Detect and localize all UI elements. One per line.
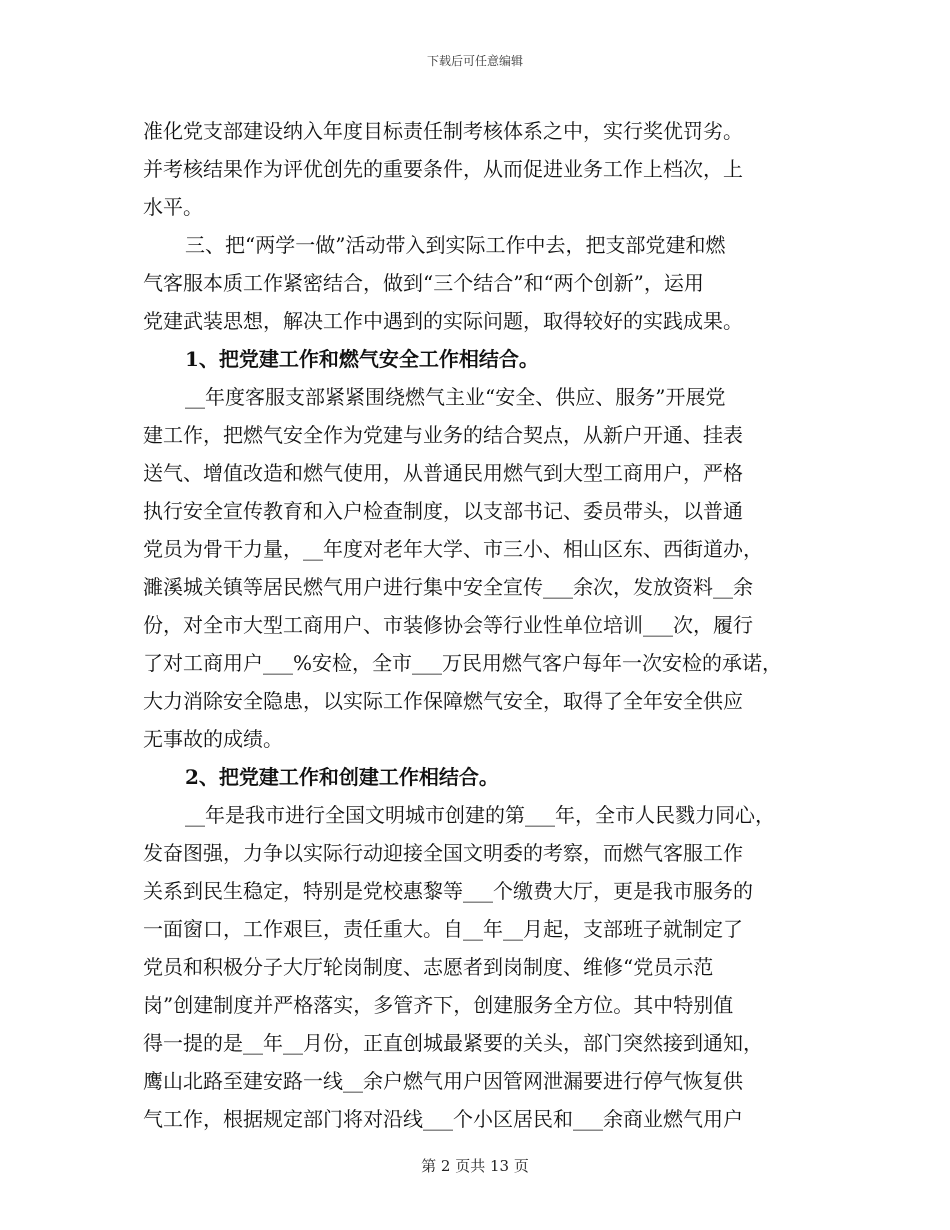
- page-number: 第 2 页共 13 页: [421, 1157, 529, 1175]
- document-body: [143, 112, 823, 1138]
- text-line: 气客服本质工作紧密结合，做到“三个结合”和“两个创新”，运用: [143, 271, 704, 295]
- section-three-intro: 三、把“两学一做”活动带入到实际工作中去，把支部党建和燃: [185, 233, 726, 257]
- text-line: 发奋图强，力争以实际行动迎接全国文明委的考察，而燃气客服工作: [143, 841, 743, 865]
- text-line: 送气、增值改造和燃气使用，从普通民用燃气到大型工商用户，严格: [143, 461, 743, 485]
- text-line: 并考核结果作为评优创先的重要条件，从而促进业务工作上档次，上: [143, 157, 743, 181]
- text-line: 岗”创建制度并严格落实，多管齐下，创建服务全方位。其中特别值: [143, 993, 734, 1017]
- page-header-note: 下载后可任意编辑: [426, 54, 523, 68]
- text-line: 气工作，根据规定部门将对沿线___个小区居民和___余商业燃气用户: [143, 1107, 743, 1131]
- text-line: 党建武装思想，解决工作中遇到的实际问题，取得较好的实践成果。: [143, 309, 743, 333]
- text-line: 大力消除安全隐患，以实际工作保障燃气安全，取得了全年安全供应: [143, 689, 743, 713]
- text-line: 党员为骨干力量，__年度对老年大学、市三小、相山区东、西街道办，: [143, 537, 763, 561]
- text-line: 水平。: [143, 195, 203, 219]
- text-line: 份，对全市大型工商用户、市装修协会等行业性单位培训___次，履行: [143, 613, 753, 637]
- text-line: 一面窗口，工作艰巨，责任重大。自__年__月起，支部班子就制定了: [143, 917, 743, 941]
- text-line: 党员和积极分子大厅轮岗制度、志愿者到岗制度、维修“党员示范: [143, 955, 714, 979]
- text-line: 准化党支部建设纳入年度目标责任制考核体系之中，实行奖优罚劣。: [143, 119, 743, 143]
- text-line: __年是我市进行全国文明城市创建的第___年，全市人民戮力同心，: [185, 803, 775, 827]
- text-line: 执行安全宣传教育和入户检查制度，以支部书记、委员带头，以普通: [143, 499, 743, 523]
- subheading-safety: 1、把党建工作和燃气安全工作相结合。: [185, 347, 539, 371]
- subheading-creation: 2、把党建工作和创建工作相结合。: [185, 765, 499, 789]
- text-line: 濉溪城关镇等居民燃气用户进行集中安全宣传___余次，发放资料__余: [143, 575, 753, 599]
- text-line: 得一提的是__年__月份，正直创城最紧要的关头，部门突然接到通知，: [143, 1031, 763, 1055]
- text-line: 无事故的成绩。: [143, 727, 283, 751]
- text-line: 鹰山北路至建安路一线__余户燃气用户因管网泄漏要进行停气恢复供: [143, 1069, 743, 1093]
- text-line: 关系到民生稳定，特别是党校惠黎等___个缴费大厅，更是我市服务的: [143, 879, 753, 903]
- text-line: 了对工商用户___%安检，全市___万民用燃气客户每年一次安检的承诺，: [143, 651, 783, 675]
- text-line: __年度客服支部紧紧围绕燃气主业“安全、供应、服务”开展党: [185, 385, 726, 409]
- text-line: 建工作，把燃气安全作为党建与业务的结合契点，从新户开通、挂表: [143, 423, 743, 447]
